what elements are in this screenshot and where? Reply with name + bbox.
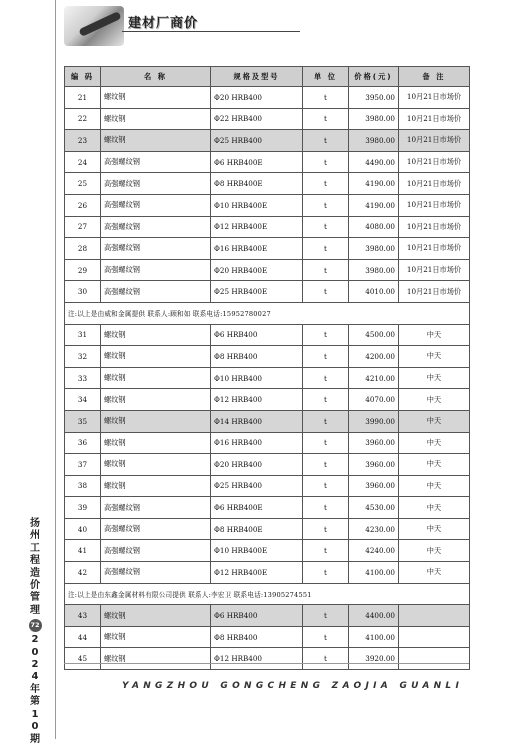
cell-price: 4190.00 <box>349 194 399 216</box>
page-number-badge: 72 <box>29 619 42 632</box>
cell-remark: 中天 <box>399 367 470 389</box>
cell-code: 42 <box>65 562 101 584</box>
cell-name: 螺纹钢 <box>101 324 211 346</box>
cell-unit: t <box>303 454 349 476</box>
cell-price: 3980.00 <box>349 238 399 260</box>
cell-price: 4210.00 <box>349 367 399 389</box>
cell-code: 35 <box>65 410 101 432</box>
cell-code: 21 <box>65 87 101 109</box>
header-rule <box>122 31 300 32</box>
table-body <box>65 87 470 670</box>
cell-spec: Φ6 HRB400 <box>211 324 303 346</box>
cell-code: 23 <box>65 130 101 152</box>
cell-code: 30 <box>65 281 101 303</box>
cell-unit: t <box>303 151 349 173</box>
cell-unit: t <box>303 605 349 627</box>
note-row <box>65 302 470 324</box>
column-header-remark: 备 注 <box>399 67 470 87</box>
cell-remark: 10月21日市场价 <box>399 87 470 109</box>
cell-spec: Φ25 HRB400 <box>211 475 303 497</box>
cell-unit: t <box>303 194 349 216</box>
cell-name: 螺纹钢 <box>101 367 211 389</box>
cell-spec: Φ6 HRB400E <box>211 151 303 173</box>
table-row <box>65 259 470 281</box>
table-header-row <box>65 67 470 87</box>
cell-name: 螺纹钢 <box>101 475 211 497</box>
cell-unit: t <box>303 87 349 109</box>
table-row <box>65 173 470 195</box>
cell-name: 螺纹钢 <box>101 130 211 152</box>
cell-remark: 中天 <box>399 346 470 368</box>
cell-unit: t <box>303 259 349 281</box>
cell-spec: Φ22 HRB400 <box>211 108 303 130</box>
footer-text: YANGZHOU GONGCHENG ZAOJIA GUANLI <box>122 681 464 691</box>
cell-spec: Φ20 HRB400E <box>211 259 303 281</box>
section-title: 建材厂商价 <box>128 16 199 31</box>
table-row <box>65 626 470 648</box>
cell-unit: t <box>303 648 349 670</box>
cell-remark: 10月21日市场价 <box>399 173 470 195</box>
table-row <box>65 108 470 130</box>
cell-price: 4230.00 <box>349 518 399 540</box>
cell-price: 4400.00 <box>349 605 399 627</box>
cell-spec: Φ12 HRB400 <box>211 389 303 411</box>
cell-spec: Φ12 HRB400E <box>211 216 303 238</box>
cell-spec: Φ8 HRB400E <box>211 173 303 195</box>
cell-unit: t <box>303 173 349 195</box>
cell-remark: 10月21日市场价 <box>399 151 470 173</box>
table-row <box>65 346 470 368</box>
column-header-code: 编 码 <box>65 67 101 87</box>
cell-spec: Φ12 HRB400 <box>211 648 303 670</box>
cell-unit: t <box>303 389 349 411</box>
cell-spec: Φ8 HRB400 <box>211 626 303 648</box>
cell-spec: Φ8 HRB400 <box>211 346 303 368</box>
table-row <box>65 151 470 173</box>
table-row <box>65 432 470 454</box>
cell-unit: t <box>303 626 349 648</box>
cell-name: 高强螺纹钢 <box>101 151 211 173</box>
table-row <box>65 454 470 476</box>
cell-remark: 10月21日市场价 <box>399 194 470 216</box>
cell-name: 螺纹钢 <box>101 648 211 670</box>
cell-name: 高强螺纹钢 <box>101 216 211 238</box>
cell-code: 24 <box>65 151 101 173</box>
cell-code: 32 <box>65 346 101 368</box>
cell-price: 4100.00 <box>349 626 399 648</box>
cell-unit: t <box>303 130 349 152</box>
journal-name: 扬 州 工 程 造 价 管 理 <box>30 518 40 616</box>
table-row <box>65 216 470 238</box>
cell-name: 螺纹钢 <box>101 432 211 454</box>
cell-remark: 10月21日市场价 <box>399 281 470 303</box>
side-journal-title <box>27 518 43 746</box>
cell-unit: t <box>303 540 349 562</box>
cell-code: 44 <box>65 626 101 648</box>
cell-spec: Φ6 HRB400E <box>211 497 303 519</box>
cell-name: 高强螺纹钢 <box>101 194 211 216</box>
cell-code: 36 <box>65 432 101 454</box>
cell-remark: 10月21日市场价 <box>399 130 470 152</box>
cell-unit: t <box>303 562 349 584</box>
cell-price: 4010.00 <box>349 281 399 303</box>
table-row <box>65 410 470 432</box>
cell-name: 高强螺纹钢 <box>101 518 211 540</box>
cell-price: 4200.00 <box>349 346 399 368</box>
cell-code: 31 <box>65 324 101 346</box>
cell-price: 3960.00 <box>349 454 399 476</box>
table-row <box>65 194 470 216</box>
cell-name: 高强螺纹钢 <box>101 173 211 195</box>
cell-price: 4530.00 <box>349 497 399 519</box>
cell-code: 43 <box>65 605 101 627</box>
cell-remark: 10月21日市场价 <box>399 108 470 130</box>
cell-remark: 10月21日市场价 <box>399 259 470 281</box>
table-row <box>65 518 470 540</box>
table-row <box>65 87 470 109</box>
cell-code: 34 <box>65 389 101 411</box>
cell-code: 28 <box>65 238 101 260</box>
table-row <box>65 389 470 411</box>
cell-spec: Φ12 HRB400E <box>211 562 303 584</box>
cell-remark <box>399 605 470 627</box>
cell-spec: Φ16 HRB400E <box>211 238 303 260</box>
cell-spec: Φ20 HRB400 <box>211 87 303 109</box>
cell-code: 38 <box>65 475 101 497</box>
column-header-price: 价格(元) <box>349 67 399 87</box>
cell-unit: t <box>303 432 349 454</box>
cell-unit: t <box>303 475 349 497</box>
cell-name: 螺纹钢 <box>101 346 211 368</box>
cell-price: 3990.00 <box>349 410 399 432</box>
cell-remark: 中天 <box>399 432 470 454</box>
cell-price: 3950.00 <box>349 87 399 109</box>
cell-price: 4070.00 <box>349 389 399 411</box>
table-row <box>65 475 470 497</box>
cell-price: 3980.00 <box>349 130 399 152</box>
table-row <box>65 324 470 346</box>
cell-spec: Φ10 HRB400E <box>211 540 303 562</box>
cell-code: 41 <box>65 540 101 562</box>
cell-unit: t <box>303 367 349 389</box>
cell-remark: 中天 <box>399 475 470 497</box>
cell-spec: Φ10 HRB400E <box>211 194 303 216</box>
cell-price: 4490.00 <box>349 151 399 173</box>
cell-spec: Φ20 HRB400 <box>211 454 303 476</box>
cell-remark: 中天 <box>399 518 470 540</box>
table-row <box>65 497 470 519</box>
column-header-name: 名 称 <box>101 67 211 87</box>
cell-unit: t <box>303 518 349 540</box>
cell-code: 25 <box>65 173 101 195</box>
issue-label: 2 0 2 4 年 第 1 0 期 <box>30 634 40 745</box>
cell-price: 3980.00 <box>349 108 399 130</box>
cell-unit: t <box>303 281 349 303</box>
cell-name: 螺纹钢 <box>101 454 211 476</box>
cell-name: 高强螺纹钢 <box>101 540 211 562</box>
cell-remark: 中天 <box>399 454 470 476</box>
cell-spec: Φ16 HRB400 <box>211 432 303 454</box>
cell-spec: Φ10 HRB400 <box>211 367 303 389</box>
cell-name: 螺纹钢 <box>101 108 211 130</box>
cell-remark: 中天 <box>399 389 470 411</box>
cell-price: 4500.00 <box>349 324 399 346</box>
cell-price: 4240.00 <box>349 540 399 562</box>
cell-spec: Φ6 HRB400 <box>211 605 303 627</box>
cell-code: 40 <box>65 518 101 540</box>
supplier-note: 注:以上是由威和金属提供 联系人:顾和如 联系电话:15952780027 <box>65 302 470 324</box>
table-row <box>65 562 470 584</box>
table-row <box>65 281 470 303</box>
cell-code: 29 <box>65 259 101 281</box>
cell-spec: Φ8 HRB400E <box>211 518 303 540</box>
cell-name: 高强螺纹钢 <box>101 497 211 519</box>
cell-price: 3920.00 <box>349 648 399 670</box>
table-row <box>65 540 470 562</box>
cell-remark: 中天 <box>399 410 470 432</box>
cell-unit: t <box>303 410 349 432</box>
cell-name: 高强螺纹钢 <box>101 281 211 303</box>
cell-name: 高强螺纹钢 <box>101 562 211 584</box>
cell-code: 33 <box>65 367 101 389</box>
cell-remark: 10月21日市场价 <box>399 238 470 260</box>
cell-remark <box>399 626 470 648</box>
cell-name: 螺纹钢 <box>101 626 211 648</box>
column-header-spec: 规格及型号 <box>211 67 303 87</box>
table-row <box>65 238 470 260</box>
cell-remark: 10月21日市场价 <box>399 216 470 238</box>
table-row <box>65 605 470 627</box>
cell-remark <box>399 648 470 670</box>
cell-name: 高强螺纹钢 <box>101 238 211 260</box>
cell-unit: t <box>303 324 349 346</box>
cell-unit: t <box>303 238 349 260</box>
cell-name: 螺纹钢 <box>101 87 211 109</box>
footer-rule <box>64 663 469 664</box>
cell-spec: Φ25 HRB400E <box>211 281 303 303</box>
cell-name: 螺纹钢 <box>101 410 211 432</box>
cell-remark: 中天 <box>399 562 470 584</box>
cell-remark: 中天 <box>399 324 470 346</box>
cell-spec: Φ25 HRB400 <box>211 130 303 152</box>
cell-code: 39 <box>65 497 101 519</box>
cell-unit: t <box>303 216 349 238</box>
cell-price: 3960.00 <box>349 475 399 497</box>
table-row <box>65 130 470 152</box>
cell-code: 22 <box>65 108 101 130</box>
cell-unit: t <box>303 108 349 130</box>
cell-unit: t <box>303 497 349 519</box>
table-row <box>65 648 470 670</box>
note-row <box>65 583 470 605</box>
cell-remark: 中天 <box>399 540 470 562</box>
cell-name: 螺纹钢 <box>101 605 211 627</box>
header-decoration-image <box>64 6 124 46</box>
cell-price: 3980.00 <box>349 259 399 281</box>
supplier-note: 注:以上是由东鑫金属材料有限公司提供 联系人:李宏卫 联系电话:13905274551 <box>65 583 470 605</box>
cell-price: 4080.00 <box>349 216 399 238</box>
cell-unit: t <box>303 346 349 368</box>
cell-name: 螺纹钢 <box>101 389 211 411</box>
column-header-unit: 单 位 <box>303 67 349 87</box>
cell-price: 3960.00 <box>349 432 399 454</box>
cell-code: 26 <box>65 194 101 216</box>
cell-code: 27 <box>65 216 101 238</box>
cell-code: 37 <box>65 454 101 476</box>
cell-name: 高强螺纹钢 <box>101 259 211 281</box>
cell-price: 4190.00 <box>349 173 399 195</box>
cell-price: 4100.00 <box>349 562 399 584</box>
table-row <box>65 367 470 389</box>
cell-code: 45 <box>65 648 101 670</box>
cell-remark: 中天 <box>399 497 470 519</box>
price-table <box>64 66 470 670</box>
cell-spec: Φ14 HRB400 <box>211 410 303 432</box>
